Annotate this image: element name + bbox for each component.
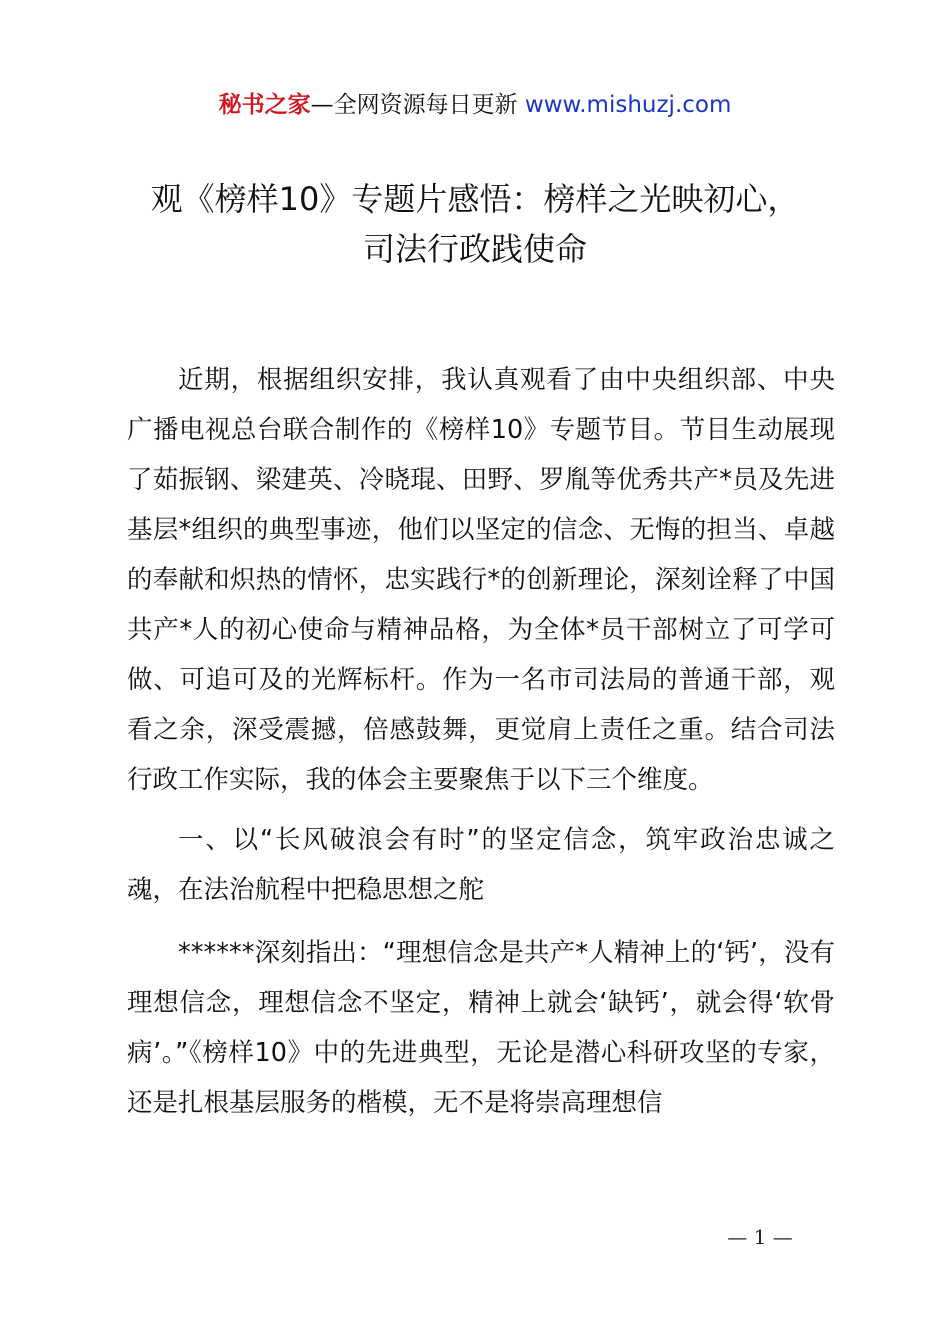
intro-paragraph: 近期，根据组织安排，我认真观看了由中央组织部、中央广播电视总台联合制作的《榜样10》专题节目。节目生动展现了茹振钢、梁建英、冷晓琨、田野、罗胤等优秀共产*员及先进基层*组织的典型事迹，他们以坚定的信念、无悔的担当、卓越的奉献和炽热的情怀，忠实践行*的创新理论，深刻诠释了中国共产*人的初心使命与精神品格，为全体*员干部树立了可学可做、可追可及的光辉标杆。作为一名市司法局的普通干部，观看之余，深受震撼，倍感鼓舞，更觉肩上责任之重。结合司法行政工作实际，我的体会主要聚焦于以下三个维度。 — [127, 365, 835, 795]
intro-paragraph-block — [127, 355, 835, 805]
site-url[interactable]: www.mishuzj.com — [524, 92, 732, 118]
section-heading-1: 一、以“长风破浪会有时”的坚定信念，筑牢政治忠诚之魂，在法治航程中把稳思想之舵 — [127, 825, 835, 905]
brand-name: 秘书之家 — [218, 92, 311, 118]
header-slogan: —全网资源每日更新 — [310, 92, 525, 118]
body-paragraph: ******深刻指出：“理想信念是共产*人精神上的‘钙’，没有理想信念，理想信念不坚定，精神上就会‘缺钙’，就会得‘软骨病’。”《榜样10》中的先进典型，无论是潜心科研攻坚的专家，还是扎根基层服务的楷模，无不是将崇高理想信 — [127, 938, 835, 1118]
title-line-1: 观《榜样10》专题片感悟：榜样之光映初心， — [150, 180, 800, 218]
body-paragraph-block — [127, 928, 835, 1128]
title-line-2: 司法行政践使命 — [362, 230, 587, 268]
page-number: — 1 — — [727, 1225, 793, 1249]
section-heading-block — [127, 815, 835, 915]
document-title — [100, 174, 850, 274]
site-header — [0, 88, 950, 122]
